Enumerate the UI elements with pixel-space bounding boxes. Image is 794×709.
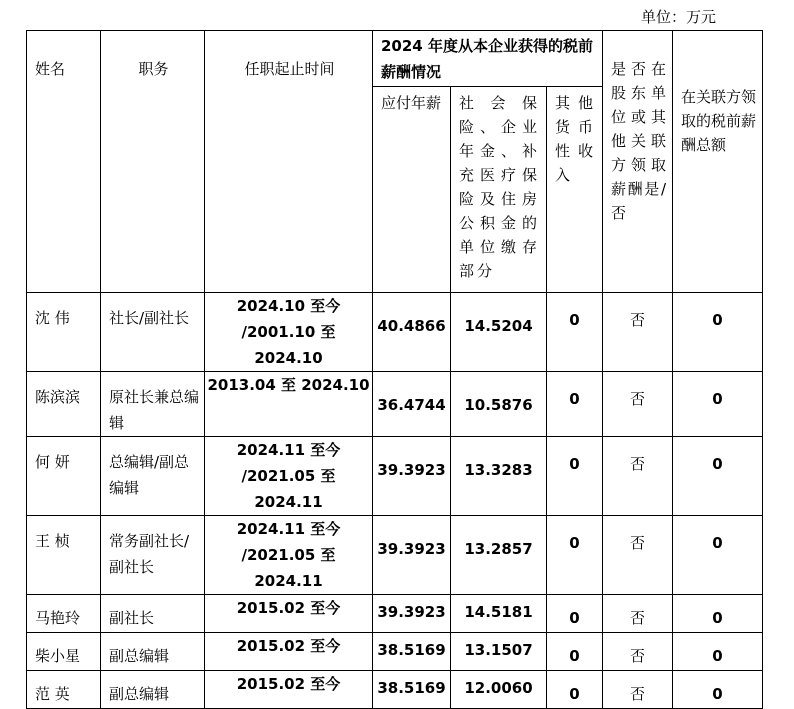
cell-name: 柴小星 — [27, 633, 101, 671]
cell-insurance: 13.2857 — [451, 516, 547, 595]
cell-other: 0 — [547, 293, 603, 372]
cell-related-total: 0 — [673, 293, 763, 372]
cell-related-total: 0 — [673, 516, 763, 595]
header-position: 职务 — [101, 31, 205, 293]
cell-name: 王 桢 — [27, 516, 101, 595]
cell-name: 马艳玲 — [27, 595, 101, 633]
unit-label: 单位：万元 — [640, 8, 716, 26]
cell-term: 2024.11 至今 /2021.05 至 2024.11 — [205, 516, 373, 595]
table-row — [27, 671, 763, 709]
header-term: 任职起止时间 — [205, 31, 373, 293]
table-row — [27, 633, 763, 671]
cell-position: 常务副社长/副社长 — [101, 516, 205, 595]
cell-paid-by-shareholder: 否 — [603, 671, 673, 709]
header-name: 姓名 — [27, 31, 101, 293]
cell-paid-by-shareholder: 否 — [603, 633, 673, 671]
cell-term: 2013.04 至 2024.10 — [205, 372, 373, 437]
cell-insurance: 13.3283 — [451, 437, 547, 516]
cell-position: 副社长 — [101, 595, 205, 633]
cell-term: 2024.11 至今 /2021.05 至 2024.11 — [205, 437, 373, 516]
cell-term: 2015.02 至今 — [205, 595, 373, 633]
cell-paid-by-shareholder: 否 — [603, 595, 673, 633]
cell-salary: 36.4744 — [373, 372, 451, 437]
cell-other: 0 — [547, 671, 603, 709]
cell-related-total: 0 — [673, 372, 763, 437]
cell-other: 0 — [547, 372, 603, 437]
cell-insurance: 14.5181 — [451, 595, 547, 633]
cell-position: 总编辑/副总编辑 — [101, 437, 205, 516]
table-row — [27, 595, 763, 633]
cell-term: 2015.02 至今 — [205, 633, 373, 671]
cell-other: 0 — [547, 595, 603, 633]
cell-related-total: 0 — [673, 595, 763, 633]
header-related-total: 在关联方领取的税前薪酬总额 — [673, 31, 763, 293]
cell-insurance: 10.5876 — [451, 372, 547, 437]
cell-other: 0 — [547, 437, 603, 516]
cell-paid-by-shareholder: 否 — [603, 293, 673, 372]
cell-salary: 39.3923 — [373, 516, 451, 595]
cell-name: 陈滨滨 — [27, 372, 101, 437]
cell-term: 2015.02 至今 — [205, 671, 373, 709]
cell-insurance: 12.0060 — [451, 671, 547, 709]
cell-name: 何 妍 — [27, 437, 101, 516]
header-other-income: 其他货币性收入 — [547, 87, 603, 293]
cell-term: 2024.10 至今 /2001.10 至 2024.10 — [205, 293, 373, 372]
cell-related-total: 0 — [673, 437, 763, 516]
cell-related-total: 0 — [673, 671, 763, 709]
table-row — [27, 293, 763, 372]
table-row — [27, 372, 763, 437]
cell-name: 范 英 — [27, 671, 101, 709]
table-row — [27, 437, 763, 516]
cell-name: 沈 伟 — [27, 293, 101, 372]
header-insurance: 社会保险、企业年金、补充医疗保险及住房公积金的单位缴存部分 — [451, 87, 547, 293]
header-paid-by-shareholder: 是否在股东单位或其他关联方领取薪酬是/否 — [603, 31, 673, 293]
table-row — [27, 516, 763, 595]
cell-salary: 39.3923 — [373, 595, 451, 633]
cell-position: 副总编辑 — [101, 671, 205, 709]
cell-position: 社长/副社长 — [101, 293, 205, 372]
cell-salary: 38.5169 — [373, 633, 451, 671]
cell-insurance: 13.1507 — [451, 633, 547, 671]
cell-insurance: 14.5204 — [451, 293, 547, 372]
cell-position: 原社长兼总编辑 — [101, 372, 205, 437]
header-salary: 应付年薪 — [373, 87, 451, 293]
cell-position: 副总编辑 — [101, 633, 205, 671]
cell-salary: 39.3923 — [373, 437, 451, 516]
cell-salary: 40.4866 — [373, 293, 451, 372]
cell-salary: 38.5169 — [373, 671, 451, 709]
cell-paid-by-shareholder: 否 — [603, 437, 673, 516]
cell-paid-by-shareholder: 否 — [603, 372, 673, 437]
compensation-table — [26, 30, 763, 709]
cell-other: 0 — [547, 633, 603, 671]
cell-related-total: 0 — [673, 633, 763, 671]
cell-other: 0 — [547, 516, 603, 595]
cell-paid-by-shareholder: 否 — [603, 516, 673, 595]
header-compensation-group: 2024 年度从本企业获得的税前薪酬情况 — [373, 31, 603, 87]
